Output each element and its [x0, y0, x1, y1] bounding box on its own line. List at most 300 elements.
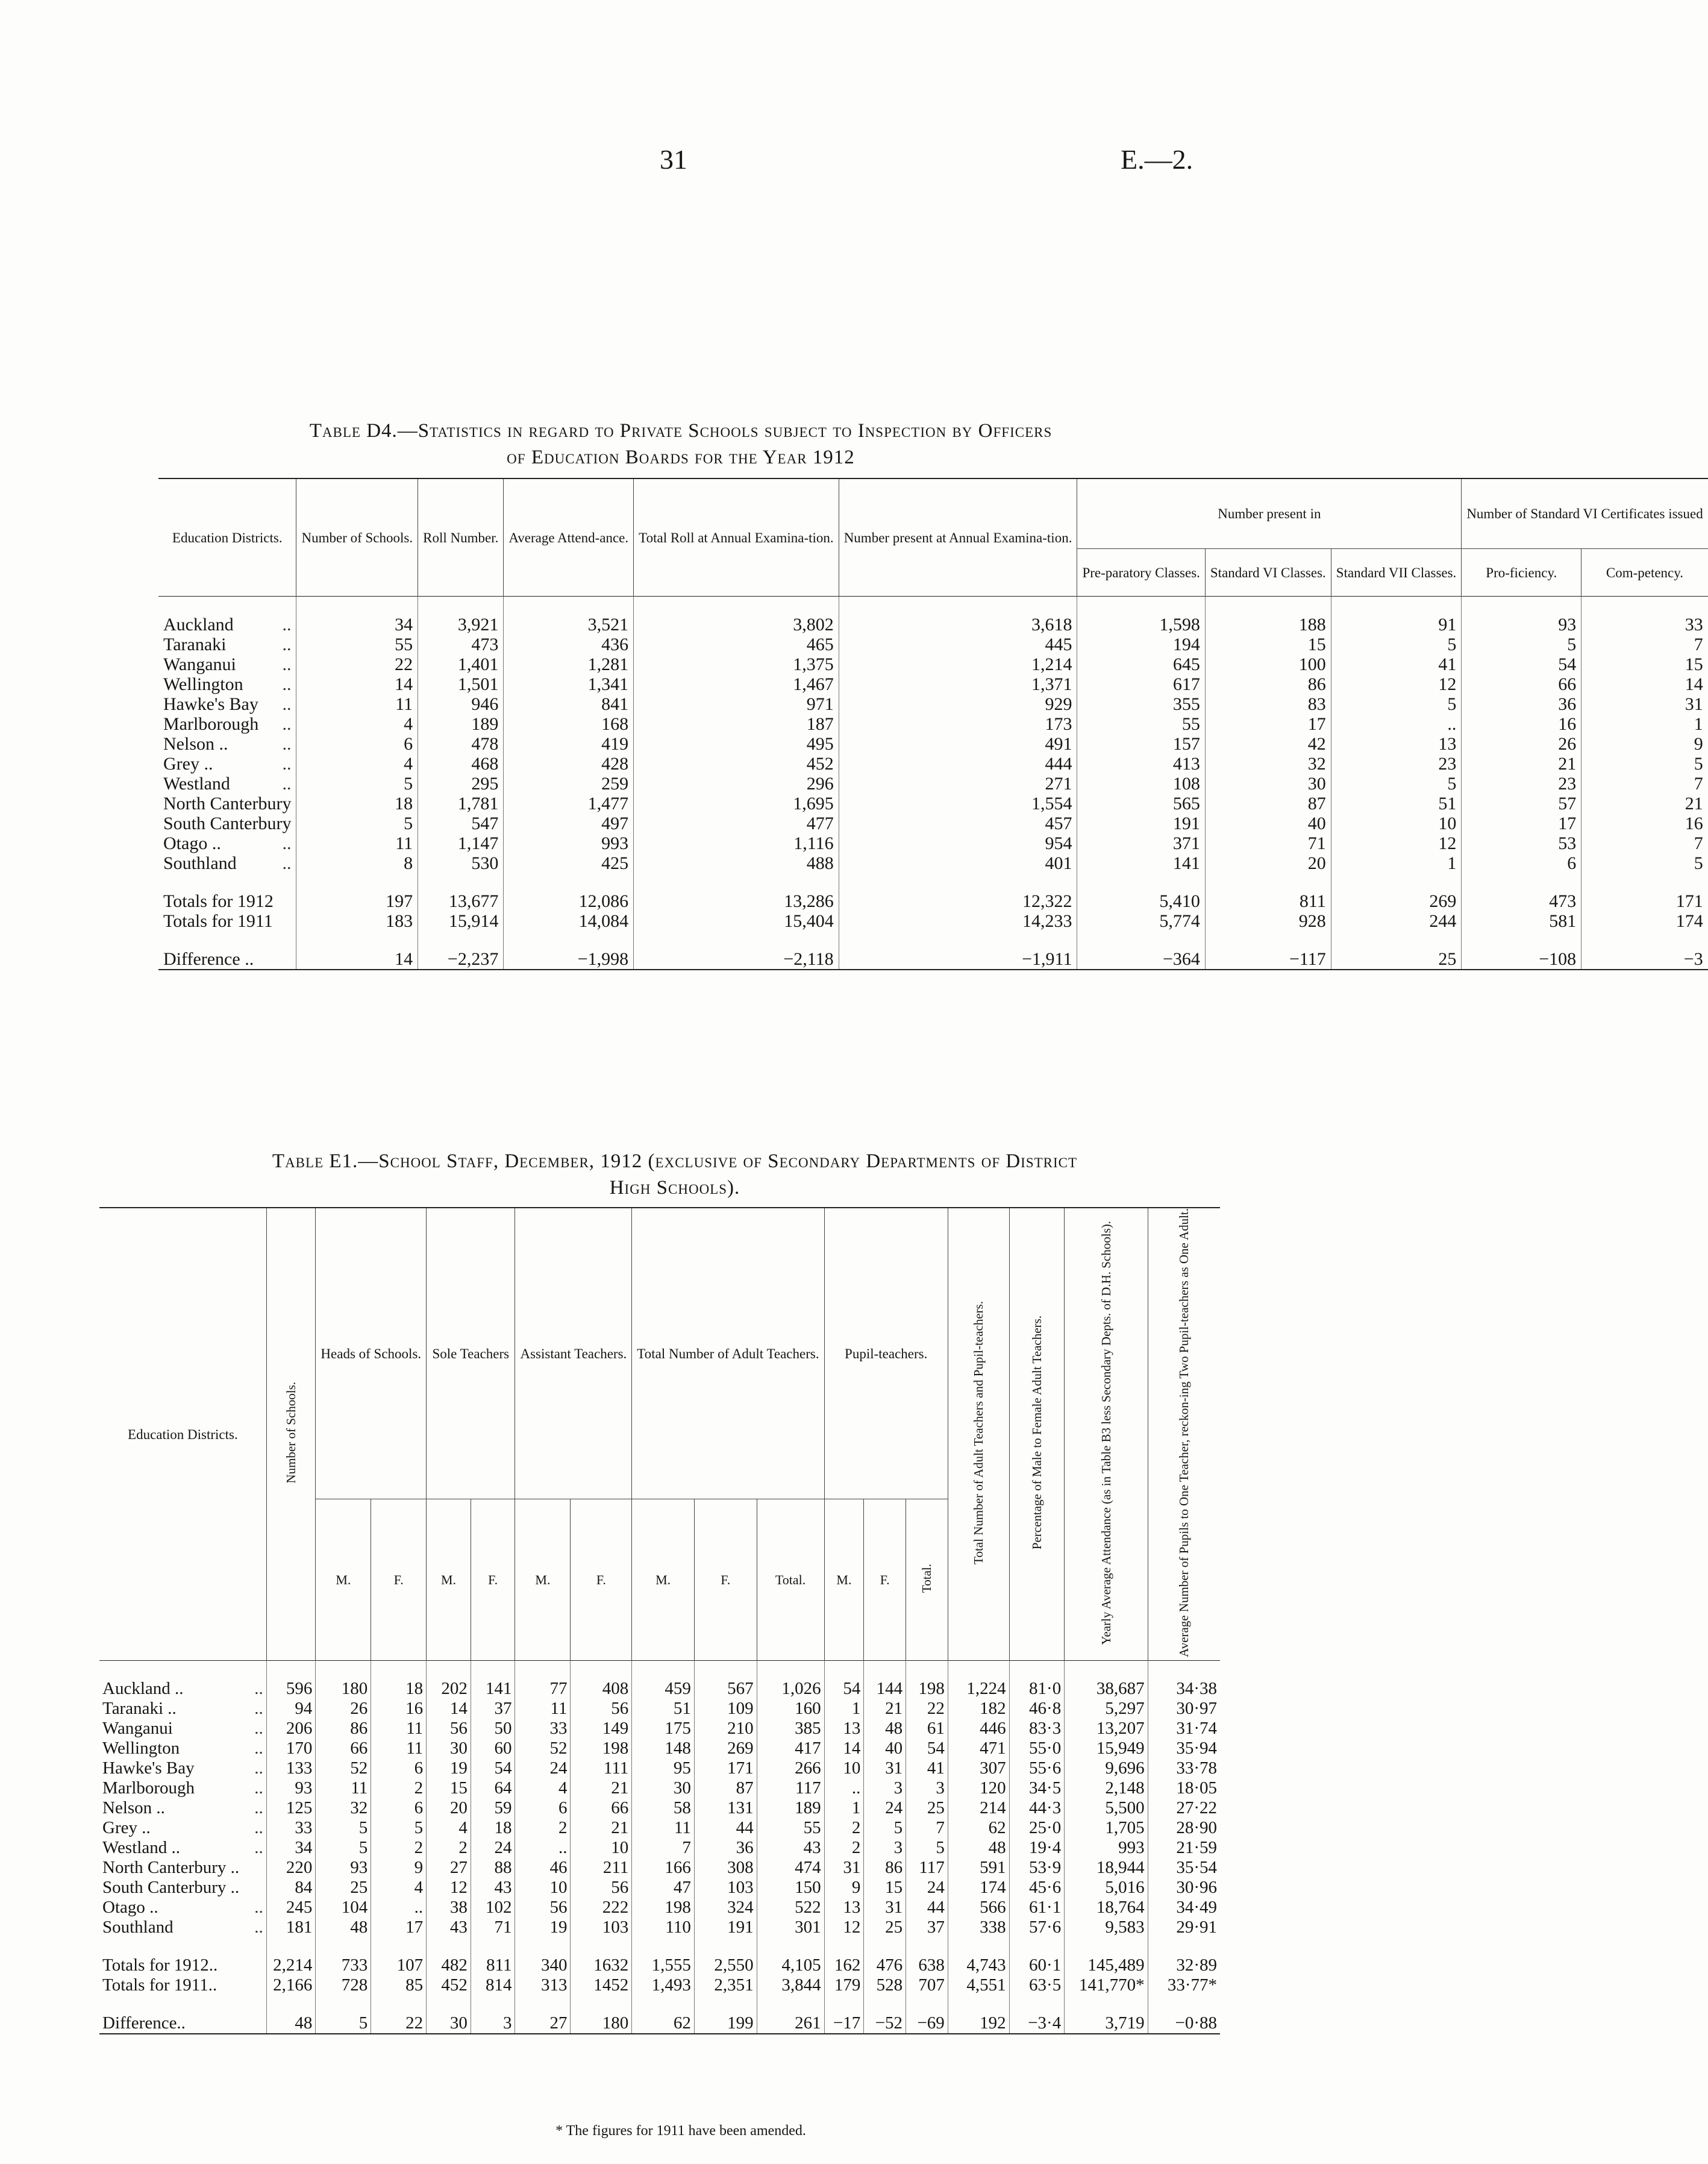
table-cell: 5 [864, 1818, 906, 1838]
table-cell: 34 [296, 615, 418, 635]
table-cell: 21 [571, 1778, 632, 1798]
table-cell: 5 [371, 1818, 427, 1838]
table-cell: 371 [1077, 833, 1205, 853]
table-cell: 313 [515, 1975, 571, 1995]
table-cell: 48 [948, 1838, 1009, 1858]
table-cell: 12,086 [504, 891, 634, 911]
table-cell: 102 [471, 1898, 515, 1918]
table-cell: 37 [906, 1918, 948, 1937]
district-name: North Canterbury .. [102, 1858, 240, 1878]
table-cell: 5,297 [1065, 1699, 1148, 1719]
table-cell: 5 [1581, 853, 1708, 873]
table-cell: 269 [694, 1739, 757, 1758]
table-cell: 62 [948, 1818, 1009, 1838]
table-cell: 24 [515, 1758, 571, 1778]
table-cell: 457 [839, 814, 1077, 833]
table-cell: 23 [1331, 754, 1462, 774]
table-cell: 32 [316, 1798, 371, 1818]
table-cell: 26 [1462, 734, 1581, 754]
table-cell: 928 [1205, 911, 1331, 931]
table-cell: 180 [571, 2013, 632, 2034]
district-name: Wellington .. [102, 1739, 263, 1758]
table-cell: 971 [634, 694, 839, 714]
table-cell: 17 [371, 1918, 427, 1937]
table-row [99, 1778, 1220, 1798]
table-cell: 33 [1581, 615, 1708, 635]
table-cell: 15,404 [634, 911, 839, 931]
table-row [158, 814, 1708, 833]
table-cell: 149 [571, 1719, 632, 1739]
table-cell: 188 [1205, 615, 1331, 635]
header-m: M. [316, 1499, 371, 1661]
table-cell: 21 [1462, 754, 1581, 774]
header-total [906, 1499, 948, 1661]
table-cell: 34·49 [1148, 1898, 1220, 1918]
table-cell: 117 [757, 1778, 824, 1798]
table-cell: 1,467 [634, 674, 839, 694]
table-cell: 182 [948, 1699, 1009, 1719]
table-cell: 141 [471, 1679, 515, 1699]
header-f: F. [864, 1499, 906, 1661]
table-cell: 63·5 [1009, 1975, 1065, 1995]
table-cell: 13,207 [1065, 1719, 1148, 1739]
table-cell: 1,147 [418, 833, 504, 853]
table-cell: 66 [571, 1798, 632, 1818]
table-cell: .. [1331, 714, 1462, 734]
table-cell: 10 [571, 1838, 632, 1858]
table-cell: 189 [757, 1798, 824, 1818]
table-cell: 30·96 [1148, 1878, 1220, 1898]
table-cell: 4 [427, 1818, 471, 1838]
district-name: Wellington .. [163, 674, 292, 694]
district-name: Nelson .. .. [163, 734, 292, 754]
table-cell: 60 [471, 1739, 515, 1758]
table-cell: 27 [515, 2013, 571, 2034]
table-cell: 55·0 [1009, 1739, 1065, 1758]
district-name: Marlborough .. [102, 1778, 263, 1798]
table-cell: 31 [1581, 694, 1708, 714]
table-cell: −0·88 [1148, 2013, 1220, 2034]
table-cell: 385 [757, 1719, 824, 1739]
table-cell: 340 [515, 1955, 571, 1975]
table-cell: 57 [1462, 794, 1581, 814]
table-cell: 157 [1077, 734, 1205, 754]
table-cell: 52 [515, 1739, 571, 1758]
document-code: E.—2. [1121, 144, 1193, 175]
header-heads: Heads of Schools. [316, 1208, 427, 1499]
table-cell: 31 [864, 1898, 906, 1918]
header-certificates: Number of Standard VI Certificates issued [1462, 478, 1708, 549]
table-cell: 44·3 [1009, 1798, 1065, 1818]
table-cell: 2,550 [694, 1955, 757, 1975]
table-cell: 20 [427, 1798, 471, 1818]
table-cell: 6 [296, 734, 418, 754]
table-cell: 18,944 [1065, 1858, 1148, 1878]
table-cell: 66 [316, 1739, 371, 1758]
header-m: M. [427, 1499, 471, 1661]
table-cell: 197 [296, 891, 418, 911]
header-proficiency: Pro-ficiency. [1462, 549, 1581, 597]
table-cell: 24 [471, 1838, 515, 1858]
header-average-text: Average Number of Pupils to One Teacher, reckon-ing Two Pupil-teachers as One Adult. [1177, 1208, 1192, 1658]
table-cell: 34·38 [1148, 1679, 1220, 1699]
district-name: Totals for 1911.. [102, 1975, 217, 1995]
table-cell: 5 [1331, 774, 1462, 794]
header-sole: Sole Teachers [427, 1208, 515, 1499]
table-cell: 198 [906, 1679, 948, 1699]
header-total-adult-pupil [948, 1208, 1009, 1661]
table-cell: 55·6 [1009, 1758, 1065, 1778]
table-cell: 11 [316, 1778, 371, 1798]
table-cell: 43 [471, 1878, 515, 1898]
table-cell: 6 [371, 1798, 427, 1818]
table-cell: 150 [757, 1878, 824, 1898]
table-cell: 56 [515, 1898, 571, 1918]
table-cell: 408 [571, 1679, 632, 1699]
table-cell: 14 [427, 1699, 471, 1719]
table-cell: 131 [694, 1798, 757, 1818]
table-cell: 25 [906, 1798, 948, 1818]
table-cell: 56 [427, 1719, 471, 1739]
table-cell: 94 [266, 1699, 316, 1719]
table-cell: 1,554 [839, 794, 1077, 814]
table-cell: 51 [632, 1699, 695, 1719]
table-row [99, 1918, 1220, 1937]
table-row [158, 853, 1708, 873]
table-cell: 1 [824, 1699, 864, 1719]
table-cell: 16 [371, 1699, 427, 1719]
table-cell: 56 [571, 1699, 632, 1719]
table-row [158, 694, 1708, 714]
table-cell: 3,844 [757, 1975, 824, 1995]
table-cell: 14 [296, 674, 418, 694]
table-cell: 27 [427, 1858, 471, 1878]
table-cell: 581 [1462, 911, 1581, 931]
district-name: North Canterbury [163, 794, 292, 814]
table-cell: 44 [694, 1818, 757, 1838]
table-cell: 50 [471, 1719, 515, 1739]
table-cell: 6 [515, 1798, 571, 1818]
header-total-text: Total. [919, 1564, 934, 1593]
table-cell: 993 [1065, 1838, 1148, 1858]
district-name: Otago .. .. [163, 833, 292, 853]
table-cell: 12 [1331, 833, 1462, 853]
table-cell: 4,551 [948, 1975, 1009, 1995]
table-cell: 171 [1581, 891, 1708, 911]
table-cell: 444 [839, 754, 1077, 774]
table-cell: 61·1 [1009, 1898, 1065, 1918]
table-cell: 301 [757, 1918, 824, 1937]
page-number: 31 [660, 144, 687, 175]
table-cell: 10 [824, 1758, 864, 1778]
table-cell: 436 [504, 635, 634, 654]
table-cell: 199 [694, 2013, 757, 2034]
table-cell: 7 [1581, 774, 1708, 794]
district-name: Hawke's Bay .. [163, 694, 292, 714]
table-cell: 162 [824, 1955, 864, 1975]
table-cell: 4 [371, 1878, 427, 1898]
table-cell: 6 [371, 1758, 427, 1778]
table-cell: 198 [571, 1739, 632, 1758]
table-cell: 26 [316, 1699, 371, 1719]
table-cell: 56 [571, 1878, 632, 1898]
header-average [1148, 1208, 1220, 1661]
district-name: Totals for 1912.. [102, 1955, 218, 1975]
table-row [99, 1679, 1220, 1699]
table-cell: 11 [296, 833, 418, 853]
district-name: Wanganui .. [163, 654, 292, 674]
table-cell: 15 [1205, 635, 1331, 654]
table-cell: 33·77* [1148, 1975, 1220, 1995]
table-cell: 18 [296, 794, 418, 814]
table-cell: 11 [371, 1719, 427, 1739]
district-name: Nelson .. .. [102, 1798, 263, 1818]
table-cell: 109 [694, 1699, 757, 1719]
district-name: Taranaki .. [163, 635, 292, 654]
table-cell: 37 [471, 1699, 515, 1719]
table-cell: 459 [632, 1679, 695, 1699]
table-cell: 954 [839, 833, 1077, 853]
table-cell: 117 [906, 1858, 948, 1878]
district-name: South Canterbury [163, 814, 292, 833]
table-cell: 3 [864, 1838, 906, 1858]
header-percentage-text: Percentage of Male to Female Adult Teachers. [1029, 1316, 1044, 1550]
header-percentage [1009, 1208, 1065, 1661]
table-row [158, 615, 1708, 635]
table-cell: 1,781 [418, 794, 504, 814]
table-cell: 32 [1205, 754, 1331, 774]
table-cell: 266 [757, 1758, 824, 1778]
table-cell: 1,341 [504, 674, 634, 694]
header-yearly-text: Yearly Average Attendance (as in Table B3 less Secondary Depts. of D.H. Schools). [1098, 1220, 1113, 1645]
table-cell: 30 [427, 1739, 471, 1758]
table-cell: 638 [906, 1955, 948, 1975]
table-cell: 296 [634, 774, 839, 794]
district-name: South Canterbury .. [102, 1878, 240, 1898]
table-cell: 3,618 [839, 615, 1077, 635]
table-cell: 95 [632, 1758, 695, 1778]
table-cell: 55 [1077, 714, 1205, 734]
table-cell: 3 [471, 2013, 515, 2034]
table-cell: 11 [515, 1699, 571, 1719]
table-cell: 993 [504, 833, 634, 853]
table-cell: 413 [1077, 754, 1205, 774]
table-cell: 206 [266, 1719, 316, 1739]
table-cell: 5 [1581, 754, 1708, 774]
table-cell: 175 [632, 1719, 695, 1739]
table-cell: 468 [418, 754, 504, 774]
table-cell: −108 [1462, 949, 1581, 970]
table-cell: 125 [266, 1798, 316, 1818]
header-schools [266, 1208, 316, 1661]
table-cell: 27·22 [1148, 1798, 1220, 1818]
table-d4-caption [151, 418, 1211, 471]
table-cell: 12 [824, 1918, 864, 1937]
table-cell: 160 [757, 1699, 824, 1719]
table-cell: 13 [824, 1898, 864, 1918]
table-cell: 107 [371, 1955, 427, 1975]
table-cell: −1,911 [839, 949, 1077, 970]
table-cell: 18,764 [1065, 1898, 1148, 1918]
district-name: Westland .. .. [102, 1838, 263, 1858]
table-row [99, 1739, 1220, 1758]
district-name: Totals for 1911 [163, 911, 273, 931]
table-cell: 476 [864, 1955, 906, 1975]
table-cell: 3,719 [1065, 2013, 1148, 2034]
table-row [99, 1975, 1220, 1995]
table-cell: 12,322 [839, 891, 1077, 911]
table-cell: 1,705 [1065, 1818, 1148, 1838]
table-cell: 43 [427, 1918, 471, 1937]
table-cell: 144 [864, 1679, 906, 1699]
table-row [99, 1798, 1220, 1818]
table-cell: 54 [1462, 654, 1581, 674]
table-cell: 198 [632, 1898, 695, 1918]
table-cell: 8 [296, 853, 418, 873]
table-cell: 488 [634, 853, 839, 873]
table-cell: 170 [266, 1739, 316, 1758]
table-cell: 48 [864, 1719, 906, 1739]
table-row [158, 949, 1708, 970]
header-m: M. [632, 1499, 695, 1661]
header-f: F. [694, 1499, 757, 1661]
table-row [158, 891, 1708, 911]
table-cell: 9 [824, 1878, 864, 1898]
table-cell: 81·0 [1009, 1679, 1065, 1699]
header-competency: Com-petency. [1581, 549, 1708, 597]
table-cell: 452 [427, 1975, 471, 1995]
table-row [99, 1878, 1220, 1898]
table-cell: 25 [864, 1918, 906, 1937]
district-name: Wanganui .. [102, 1719, 263, 1739]
table-cell: 5 [296, 814, 418, 833]
table-cell: 21·59 [1148, 1838, 1220, 1858]
table-cell: 88 [471, 1858, 515, 1878]
table-cell: 1,116 [634, 833, 839, 853]
table-cell: 565 [1077, 794, 1205, 814]
table-cell: 7 [1581, 635, 1708, 654]
table-cell: 482 [427, 1955, 471, 1975]
table-row [99, 1758, 1220, 1778]
table-row [158, 774, 1708, 794]
table-cell: 566 [948, 1898, 1009, 1918]
table-cell: 35·54 [1148, 1858, 1220, 1878]
table-cell: 814 [471, 1975, 515, 1995]
header-f: F. [571, 1499, 632, 1661]
table-cell: 40 [1205, 814, 1331, 833]
caption-line: Table E1.—School Staff, December, 1912 (exclusive of Secondary Departments of District [272, 1150, 1078, 1172]
table-cell: 3,802 [634, 615, 839, 635]
table-cell: 355 [1077, 694, 1205, 714]
header-standard-vii: Standard VII Classes. [1331, 549, 1462, 597]
district-name: Totals for 1912 [163, 891, 274, 911]
table-cell: 1,555 [632, 1955, 695, 1975]
table-cell: 32·89 [1148, 1955, 1220, 1975]
table-cell: 5 [1331, 694, 1462, 714]
table-cell: 220 [266, 1858, 316, 1878]
table-cell: 14 [824, 1739, 864, 1758]
table-cell: 46·8 [1009, 1699, 1065, 1719]
district-name: Taranaki .. .. [102, 1699, 263, 1719]
table-cell: 2,351 [694, 1975, 757, 1995]
header-f: F. [371, 1499, 427, 1661]
table-cell: 5 [906, 1838, 948, 1858]
table-cell: 1,371 [839, 674, 1077, 694]
table-cell: 13,286 [634, 891, 839, 911]
table-cell: 733 [316, 1955, 371, 1975]
table-cell: −2,237 [418, 949, 504, 970]
table-cell: 20 [1205, 853, 1331, 873]
table-cell: −1,998 [504, 949, 634, 970]
table-cell: 1,401 [418, 654, 504, 674]
table-cell: 52 [316, 1758, 371, 1778]
district-name: Southland .. [163, 853, 292, 873]
table-cell: 19·4 [1009, 1838, 1065, 1858]
table-row [99, 1955, 1220, 1975]
header-m: M. [824, 1499, 864, 1661]
table-cell: 43 [757, 1838, 824, 1858]
table-cell: 64 [471, 1778, 515, 1798]
table-cell: 811 [1205, 891, 1331, 911]
table-cell: 497 [504, 814, 634, 833]
table-row [158, 794, 1708, 814]
table-cell: 10 [1331, 814, 1462, 833]
table-cell: 30 [632, 1778, 695, 1798]
table-cell: 17 [1205, 714, 1331, 734]
table-cell: 103 [694, 1878, 757, 1898]
table-cell: 10 [515, 1878, 571, 1898]
table-cell: 55 [296, 635, 418, 654]
table-cell: 4 [515, 1778, 571, 1798]
table-cell: 14,233 [839, 911, 1077, 931]
table-cell: 187 [634, 714, 839, 734]
table-cell: 2,166 [266, 1975, 316, 1995]
table-cell: 5,500 [1065, 1798, 1148, 1818]
table-cell: 38 [427, 1898, 471, 1918]
table-cell: 191 [1077, 814, 1205, 833]
header-m: M. [515, 1499, 571, 1661]
table-cell: 33 [515, 1719, 571, 1739]
table-cell: −3·4 [1009, 2013, 1065, 2034]
table-cell: 100 [1205, 654, 1331, 674]
district-name: Auckland .. .. [102, 1679, 263, 1699]
table-cell: 14 [296, 949, 418, 970]
table-cell: .. [371, 1898, 427, 1918]
district-name: Hawke's Bay .. [102, 1758, 263, 1778]
table-cell: 17 [1462, 814, 1581, 833]
table-row [158, 674, 1708, 694]
table-cell: 1,375 [634, 654, 839, 674]
table-cell: 473 [1462, 891, 1581, 911]
table-cell: 12 [1331, 674, 1462, 694]
table-cell: 38,687 [1065, 1679, 1148, 1699]
table-cell: 141,770* [1065, 1975, 1148, 1995]
header-schools-text: Number of Schools. [284, 1382, 299, 1484]
table-cell: 5 [316, 2013, 371, 2034]
table-cell: 1632 [571, 1955, 632, 1975]
header-present-in: Number present in [1077, 478, 1462, 549]
table-cell: 41 [906, 1758, 948, 1778]
header-attendance: Average Attend-ance. [504, 478, 634, 597]
table-cell: 1 [1581, 714, 1708, 734]
district-name: Difference.. [99, 2013, 266, 2034]
table-cell: 244 [1331, 911, 1462, 931]
table-cell: 111 [571, 1758, 632, 1778]
table-cell: 191 [694, 1918, 757, 1937]
table-cell: 5 [316, 1818, 371, 1838]
table-cell: 7 [906, 1818, 948, 1838]
table-cell: 4,743 [948, 1955, 1009, 1975]
